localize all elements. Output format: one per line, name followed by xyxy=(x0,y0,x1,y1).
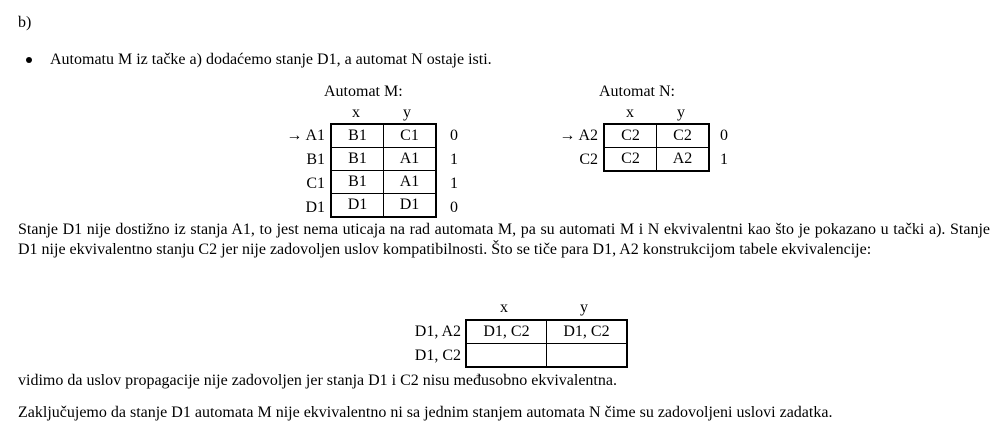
table-row xyxy=(604,124,709,148)
automat-n-row-label: → A2 xyxy=(559,127,598,144)
paragraph-1: Stanje D1 nije dostižno iz stanja A1, to jest nema uticaja na rad automata M, pa su automati M i N ekvivalentni kao što je pokazano u tački a). Stanje D1 nije ekvivalentno stanju C2 jer nije zadovoljen uslov kompatibilnosti. Što se tiče para D1, A2 konstrukcijom tabele ekvivalencije: xyxy=(18,221,990,258)
automat-m-row-label: → A1 xyxy=(286,127,325,144)
equivalence-table xyxy=(465,319,628,368)
table-row xyxy=(331,148,436,171)
automat-m-row-label: B1 xyxy=(306,151,325,168)
automat-m-output: 1 xyxy=(450,175,458,192)
table-cell: A2 xyxy=(657,148,710,172)
automat-m-col-x: x xyxy=(352,104,360,121)
automat-m-output: 0 xyxy=(450,127,458,144)
automat-n-output: 1 xyxy=(720,151,728,168)
equiv-row-label: D1, A2 xyxy=(414,323,461,340)
paragraph-2: vidimo da uslov propagacije nije zadovoljen jer stanja D1 i C2 nisu međusobno ekvivalentna. xyxy=(18,372,617,389)
equiv-col-x: x xyxy=(500,299,508,316)
automat-n-col-x: x xyxy=(626,104,634,121)
table-row xyxy=(331,124,436,148)
table-cell: C2 xyxy=(657,124,710,148)
table-row xyxy=(604,148,709,172)
automat-n-output: 0 xyxy=(720,127,728,144)
automat-n-table xyxy=(603,123,710,172)
automat-m-output: 0 xyxy=(450,199,458,216)
automat-n-title: Automat N: xyxy=(599,83,675,100)
table-cell: A1 xyxy=(384,171,437,194)
table-cell xyxy=(466,344,547,368)
bullet-text: Automatu M iz tačke a) dodaćemo stanje D1, a automat N ostaje isti. xyxy=(50,51,492,68)
automat-n-row-label: C2 xyxy=(579,151,598,168)
equiv-row-label: D1, C2 xyxy=(414,347,461,364)
table-cell: B1 xyxy=(331,148,384,171)
table-row xyxy=(331,171,436,194)
table-row xyxy=(331,194,436,218)
automat-m-table xyxy=(330,123,437,218)
table-cell: D1, C2 xyxy=(466,320,547,344)
table-cell: B1 xyxy=(331,124,384,148)
section-label: b) xyxy=(18,14,32,31)
automat-m-col-y: y xyxy=(403,104,411,121)
table-cell: C2 xyxy=(604,148,657,172)
equiv-col-y: y xyxy=(580,299,588,316)
table-row xyxy=(466,344,627,368)
table-cell: B1 xyxy=(331,171,384,194)
paragraph-3: Zaključujemo da stanje D1 automata M nije ekvivalentno ni sa jednim stanjem automata N čime su zadovoljeni uslovi zadatka. xyxy=(18,404,833,421)
table-row xyxy=(466,320,627,344)
automat-m-row-label: D1 xyxy=(305,199,325,216)
automat-m-title: Automat M: xyxy=(324,83,403,100)
automat-m-output: 1 xyxy=(450,151,458,168)
bullet-icon xyxy=(26,57,32,63)
table-cell: C1 xyxy=(384,124,437,148)
table-cell: D1, C2 xyxy=(547,320,628,344)
table-cell: D1 xyxy=(331,194,384,218)
table-cell xyxy=(547,344,628,368)
automat-m-row-label: C1 xyxy=(306,175,325,192)
table-cell: A1 xyxy=(384,148,437,171)
table-cell: D1 xyxy=(384,194,437,218)
automat-n-col-y: y xyxy=(677,104,685,121)
table-cell: C2 xyxy=(604,124,657,148)
